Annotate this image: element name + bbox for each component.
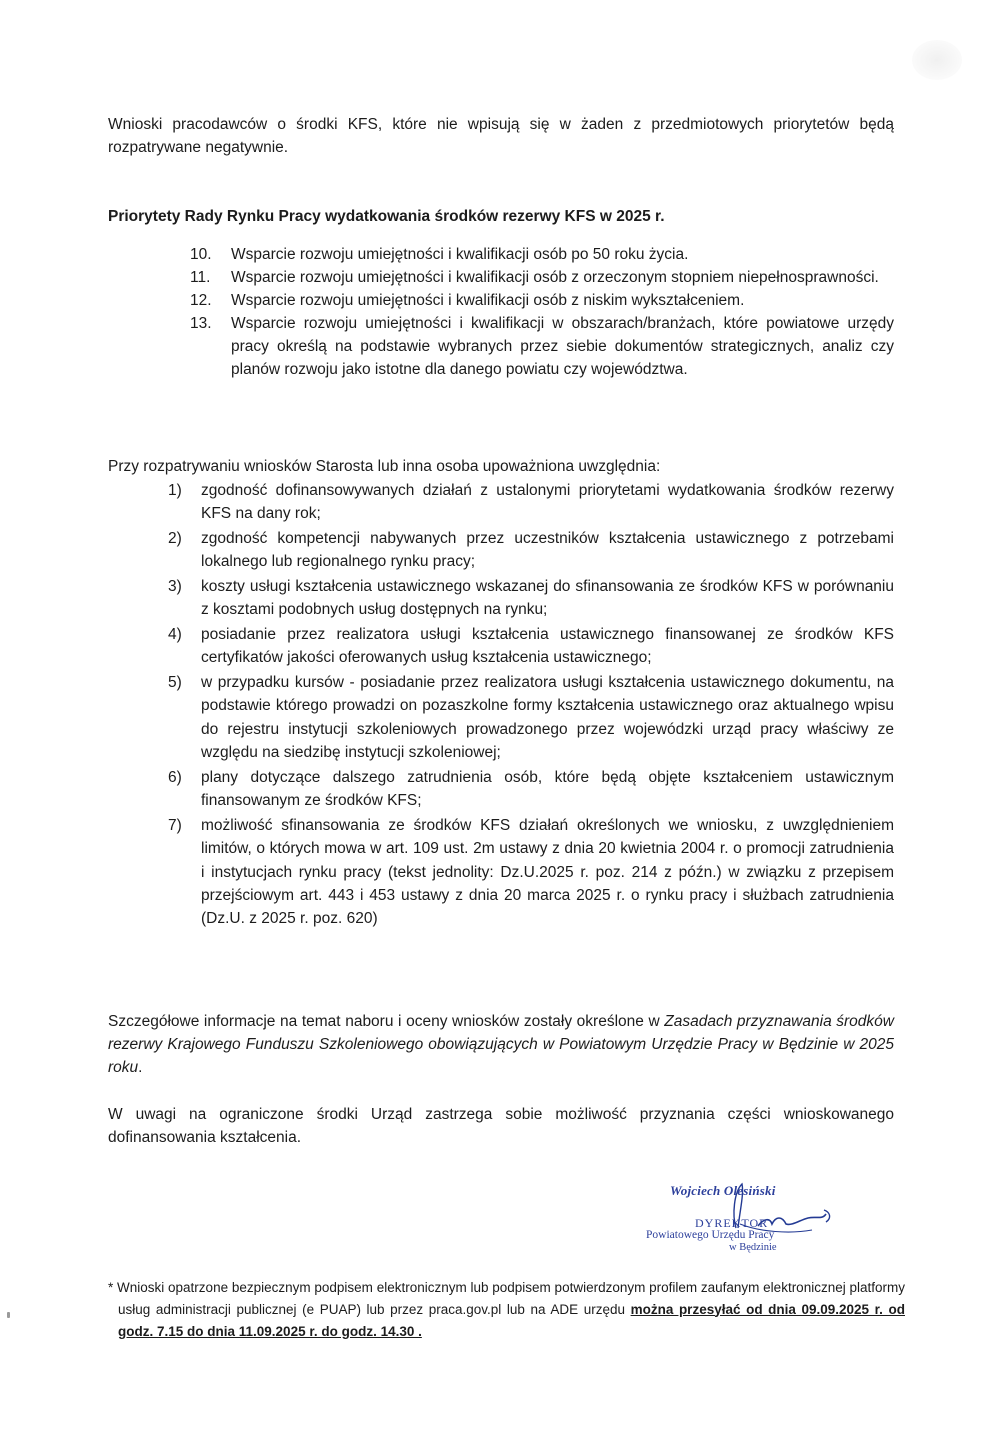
priorities-heading: Priorytety Rady Rynku Pracy wydatkowania środków rezerwy KFS w 2025 r. <box>108 208 665 225</box>
item-number: 13. <box>190 315 212 332</box>
details-paragraph <box>108 1010 894 1079</box>
criteria-intro: Przy rozpatrywaniu wniosków Starosta lub inna osoba upoważniona uwzględnia: <box>108 458 661 475</box>
item-number: 7) <box>168 816 182 834</box>
list-item <box>168 814 894 931</box>
details-text: Szczegółowe informacje na temat naboru i oceny wniosków zostały określone w <box>108 1013 665 1030</box>
list-item <box>168 479 894 526</box>
margin-mark <box>7 1312 10 1318</box>
signatory-city: w Będzinie <box>729 1242 777 1253</box>
item-text: w przypadku kursów - posiadanie przez realizatora usługi kształcenia ustawicznego dokumentu, na podstawie którego prowadzi on pozaszkolne formy kształcenia ustawicznego oraz aktualnego wpisu do rejestru instytucji szkoleniowych prowadzonego przez wojewódzki urząd pracy właściwy ze względu na siedzibę instytucji szkoleniowej; <box>201 674 894 762</box>
signatory-organization: Powiatowego Urzędu Pracy <box>646 1229 775 1241</box>
item-number: 12. <box>190 292 212 309</box>
item-number: 3) <box>168 578 182 595</box>
item-number: 2) <box>168 530 182 547</box>
details-end: . <box>138 1059 143 1076</box>
criteria-list <box>168 479 894 932</box>
list-item <box>168 527 894 574</box>
item-text: zgodność kompetencji nabywanych przez uczestników kształcenia ustawicznego z potrzebami lokalnego lub regionalnego rynku pracy; <box>201 530 894 571</box>
priorities-list <box>190 243 894 381</box>
limitation-paragraph: W uwagi na ograniczone środki Urząd zastrzega sobie możliwość przyznania części wnioskowanego dofinansowania kształcenia. <box>108 1106 894 1146</box>
signatory-title: DYREKTOR <box>695 1216 769 1230</box>
item-number: 11. <box>190 269 211 286</box>
item-text: Wsparcie rozwoju umiejętności i kwalifikacji osób po 50 roku życia. <box>231 246 689 263</box>
item-text: zgodność dofinansowywanych działań z ustalonymi priorytetami wydatkowania środków rezerwy KFS na dany rok; <box>201 482 894 523</box>
list-item <box>168 766 894 813</box>
item-number: 6) <box>168 768 182 786</box>
director-stamp <box>640 1180 840 1262</box>
item-text: Wsparcie rozwoju umiejętności i kwalifikacji osób z orzeczonym stopniem niepełnosprawności. <box>231 269 879 286</box>
item-text: plany dotyczące dalszego zatrudnienia osób, które będą objęte kształceniem ustawicznym finansowanym ze środków KFS; <box>201 768 894 810</box>
item-text: posiadanie przez realizatora usługi kształcenia ustawicznego finansowanej ze środków KFS certyfikatów jakości oferowanych usług kształcenia ustawicznego; <box>201 626 894 667</box>
footnote <box>108 1277 905 1343</box>
item-number: 4) <box>168 626 182 643</box>
intro-paragraph: Wnioski pracodawców o środki KFS, które nie wpisują się w żaden z przedmiotowych priorytetów będą rozpatrywane negatywnie. <box>108 116 894 156</box>
footnote-deadline: można przesyłać od dnia 09.09.2025 r. od godz. 7.15 do dnia 11.09.2025 r. do godz. 14.30 . <box>118 1301 905 1339</box>
item-number: 10. <box>190 246 212 263</box>
list-item <box>190 266 894 289</box>
list-item <box>190 289 894 312</box>
item-number: 1) <box>168 482 182 499</box>
list-item <box>168 671 894 765</box>
item-text: Wsparcie rozwoju umiejętności i kwalifikacji w obszarach/branżach, które powiatowe urzędy pracy określą na podstawie wybranych przez siebie dokumentów strategicznych, analiz czy planów rozwoju jako istotne dla danego powiatu czy województwa. <box>231 315 894 378</box>
details-document-title: Zasadach przyznawania środków rezerwy Krajowego Funduszu Szkoleniowego obowiązujących w Powiatowym Urzędzie Pracy w Będzinie w 2025 roku <box>108 1013 894 1076</box>
list-item <box>190 243 894 266</box>
list-item <box>168 575 894 622</box>
item-text: koszty usługi kształcenia ustawicznego wskazanej do sfinansowania ze środków KFS w porównaniu z kosztami podobnych usług dostępnych na rynku; <box>201 578 894 619</box>
item-number: 5) <box>168 674 182 691</box>
list-item <box>168 623 894 670</box>
scan-artifact <box>912 40 962 80</box>
item-text: możliwość sfinansowania ze środków KFS działań określonych we wniosku, z uwzględnieniem limitów, o których mowa w art. 109 ust. 2m ustawy z dnia 20 kwietnia 2004 r. o promocji zatrudnienia i instytucjach rynku pracy (tekst jednolity: Dz.U.2025 r. poz. 214 z późn.) w związku z przepisem przejściowym art. 443 i 453 ustawy z dnia 20 marca 2025 r. o rynku pracy i służbach zatrudnienia (Dz.U. z 2025 r. poz. 620) <box>201 816 894 928</box>
footnote-text: * Wnioski opatrzone bezpiecznym podpisem elektronicznym lub podpisem potwierdzonym profilem zaufanym elektronicznej platformy usług administracji publicznej (e PUAP) lub przez praca.gov.pl lub na ADE urzędu <box>108 1279 905 1317</box>
item-text: Wsparcie rozwoju umiejętności i kwalifikacji osób z niskim wykształceniem. <box>231 292 745 309</box>
list-item <box>190 312 894 381</box>
signatory-name: Wojciech Olesiński <box>670 1183 776 1198</box>
